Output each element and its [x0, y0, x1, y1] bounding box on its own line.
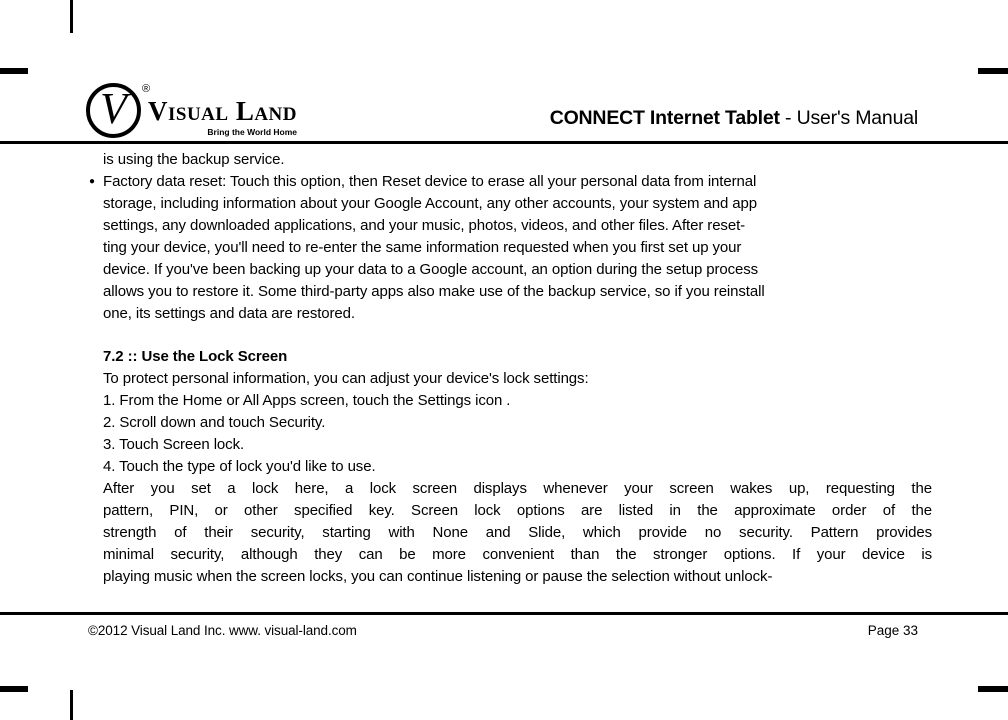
manual-title: [550, 107, 918, 130]
manual-title-product: CONNECT Internet Tablet: [549, 107, 780, 129]
footer-copyright: ©2012 Visual Land Inc. www. visual-land.com: [88, 623, 357, 638]
body-line: is using the backup service.: [103, 151, 285, 168]
bullet-icon: ●: [89, 176, 95, 187]
page-number: Page 33: [867, 623, 918, 638]
crop-mark-right-bottom: [978, 686, 1008, 692]
footer-divider: [0, 612, 1008, 615]
section-intro: To protect personal information, you can adjust your device's lock settings:: [103, 370, 589, 387]
visual-land-logo: [86, 83, 297, 138]
body-line: pattern, PIN, or other specified key. Screen lock options are listed in the approximate order of the: [103, 502, 932, 519]
list-item: 3. Touch Screen lock.: [103, 436, 245, 453]
body-line: Factory data reset: Touch this option, then Reset device to erase all your personal data from internal: [103, 173, 757, 190]
crop-mark-bottom-vertical: [70, 690, 73, 720]
body-line: one, its settings and data are restored.: [103, 305, 355, 322]
crop-mark-top-vertical: [70, 0, 73, 33]
crop-mark-right-top: [978, 68, 1008, 74]
bullet-paragraph: [89, 171, 932, 325]
header-divider: [0, 141, 1008, 144]
manual-title-suffix: - User's Manual: [779, 107, 918, 129]
body-line: minimal security, although they can be more convenient than the stronger options. If your device is: [103, 546, 932, 563]
logo-circle-icon: [86, 83, 151, 138]
body-line: playing music when the screen locks, you can continue listening or pause the selection without unlock-: [103, 568, 773, 585]
body-line: strength of their security, starting with None and Slide, which provide no security. Pattern provides: [103, 524, 932, 541]
logo-tagline: Bring the World Home: [207, 127, 297, 137]
logo-v-glyph: V: [100, 83, 127, 133]
logo-brand-name: Visual Land: [148, 96, 297, 126]
body-line: allows you to restore it. Some third-party apps also make use of the backup service, so if you reinstall: [103, 283, 765, 300]
body-line: ting your device, you'll need to re-enter the same information requested when you first set up your: [103, 239, 742, 256]
list-item: 4. Touch the type of lock you'd like to use.: [103, 458, 376, 475]
body-line: device. If you've been backing up your data to a Google account, an option during the setup process: [103, 261, 759, 278]
crop-mark-left-top: [0, 68, 28, 74]
list-item: 1. From the Home or All Apps screen, touch the Settings icon .: [103, 392, 511, 409]
crop-mark-left-bottom: [0, 686, 28, 692]
body-line: settings, any downloaded applications, and your music, photos, videos, and other files. After reset-: [103, 217, 746, 234]
body-line: After you set a lock here, a lock screen displays whenever your screen wakes up, requesting the: [103, 480, 932, 497]
body-line: storage, including information about your Google Account, any other accounts, your system and app: [103, 195, 758, 212]
list-item: 2. Scroll down and touch Security.: [103, 414, 326, 431]
registered-trademark-icon: ®: [142, 83, 151, 95]
logo-text-block: [148, 83, 297, 138]
section-heading: 7.2 :: Use the Lock Screen: [103, 348, 288, 365]
page-body: [89, 149, 932, 588]
